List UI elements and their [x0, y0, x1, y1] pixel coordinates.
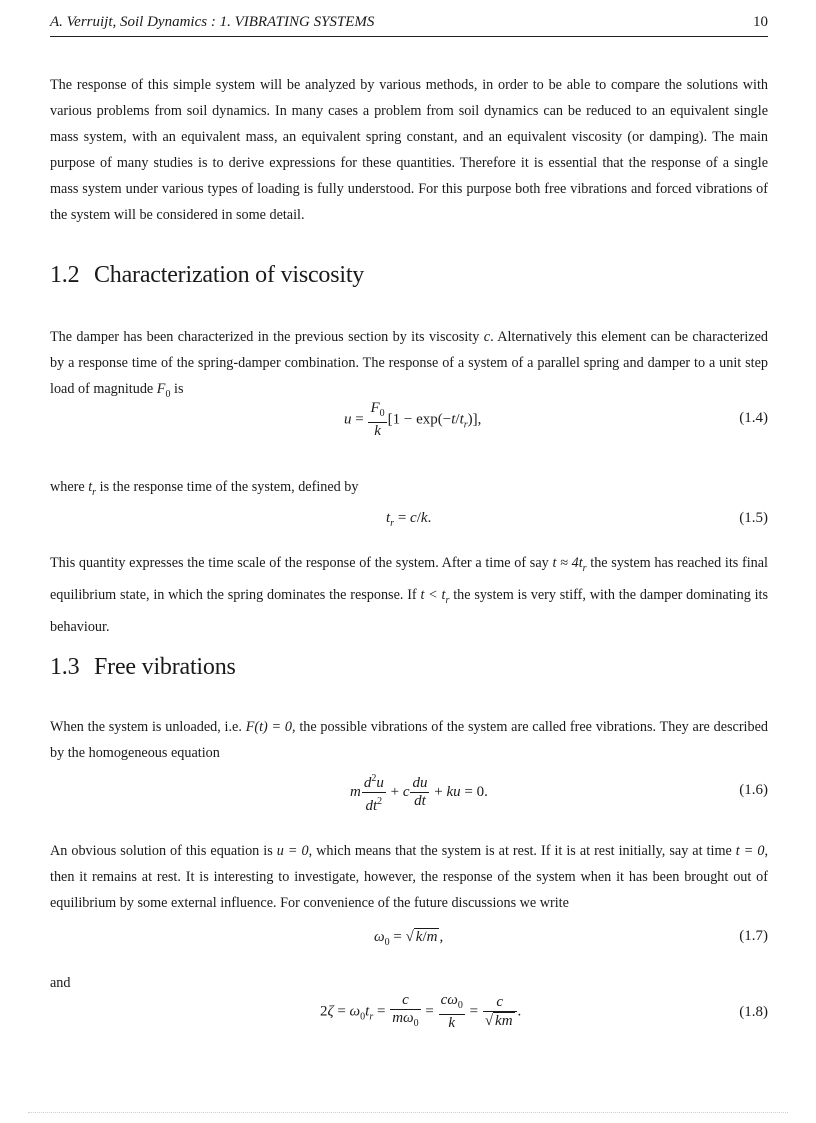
equation-1-4 [50, 400, 768, 440]
equation-1-4-body: u = $\frac{F_0}{k}$ $[1 - \exp(-t/t_r)]$, [344, 400, 482, 439]
intro-paragraph: The response of this simple system will be analyzed by various methods, in order to be able to compare the solutions with various problems from soil dynamics. In many cases a problem from soil dynamics can be reduced to an equivalent single mass system, with an equivalent mass, an equivalent spring constant, and an equivalent viscosity (or damping). The main purpose of many studies is to derive expressions for these quantities. Therefore it is essential that the response of a single mass system under various types of loading is fully understood. For this purpose both free vibrations and forced vibrations of the system will be considered in some detail. [50, 77, 768, 223]
running-title: A. Verruijt, Soil Dynamics : 1. VIBRATING SYSTEMS [50, 14, 375, 30]
equation-1-8 [50, 992, 768, 1036]
equation-1-7 [50, 928, 768, 952]
equation-1-5-body: $t_r = c/k$. [386, 510, 432, 529]
free-vibrations-paragraph-2: An obvious solution of this equation is u = 0, which means that the system is at rest. If it is at rest initially, say at time t = 0, then it remains at rest. It is interesting to investigate, however, the response of the system when it has been brought out of equilibrium by some external influence. For convenience of the future discussions we write [50, 843, 768, 911]
running-header [50, 12, 768, 37]
and-word: and [50, 975, 71, 991]
viscosity-paragraph-3: This quantity expresses the time scale of the response of the system. After a time of say $t \approx 4t_r$ the system has reached its final equilibrium state, in which the spring dominates the response. If $t < t_r$ the system is very stiff, with the damper dominating its behaviour. [50, 555, 768, 635]
section-1-3-heading [50, 654, 236, 681]
equation-number: (1.4) [739, 410, 768, 426]
free-vibrations-paragraph-1: When the system is unloaded, i.e. F(t) = 0, the possible vibrations of the system are called free vibrations. They are described by the homogeneous equation [50, 719, 768, 761]
equation-number: (1.7) [739, 928, 768, 944]
equation-number: (1.6) [739, 782, 768, 798]
equation-1-5 [50, 510, 768, 532]
equation-number: (1.5) [739, 510, 768, 526]
section-number: 1.3 [50, 654, 80, 680]
equation-1-8-body: $2\zeta = \omega_0t_r$ = $\frac{c}{m\omega_0}$ = $\frac{c\omega_0}{k}$ = $\frac{c}{√ km}$ . [320, 992, 522, 1031]
equation-1-7-body: $\omega_0$ = √ k/m , [374, 929, 444, 948]
footer-divider [28, 1112, 788, 1113]
viscosity-paragraph-1: The damper has been characterized in the previous section by its viscosity c. Alternatively this element can be characterized by a response time of the spring-damper combination. The response of a system of a parallel spring and damper to a unit step load of magnitude $F_0$ is [50, 329, 768, 400]
section-1-2-heading [50, 262, 364, 289]
section-title: Free vibrations [94, 654, 236, 680]
viscosity-paragraph-2: where $t_r$ is the response time of the system, defined by [50, 479, 359, 498]
page-number: 10 [753, 14, 768, 30]
equation-1-6-body: m $\frac{d^2u}{dt^2}$ + c $\frac{du}{dt}$ + ku = 0. [350, 770, 488, 815]
equation-number: (1.8) [739, 1004, 768, 1020]
equation-1-6 [50, 770, 768, 814]
section-title: Characterization of viscosity [94, 262, 365, 288]
section-number: 1.2 [50, 262, 80, 288]
